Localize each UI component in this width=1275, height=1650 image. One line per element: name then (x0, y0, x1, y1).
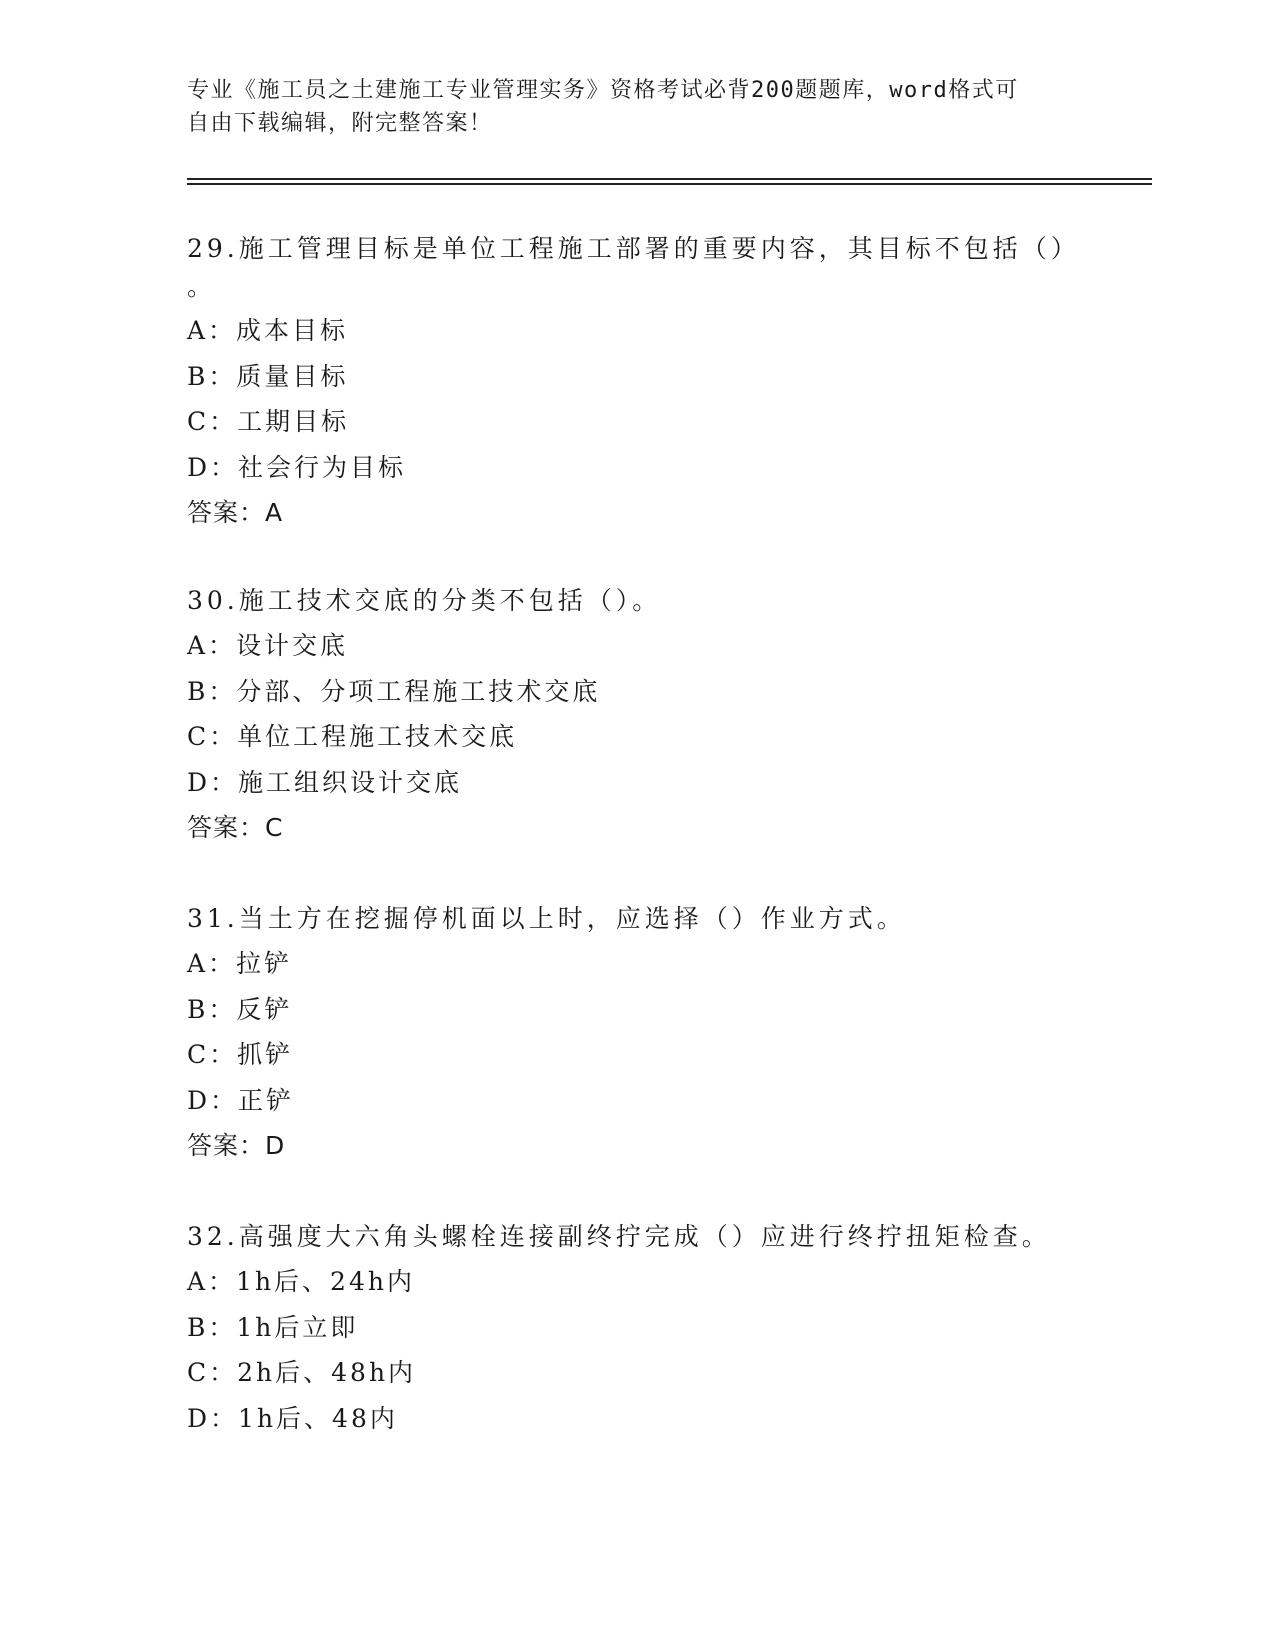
option-b: B：1h后立即 (187, 1312, 359, 1342)
option-c: C：单位工程施工技术交底 (187, 722, 518, 751)
option-b: B：反铲 (187, 994, 293, 1024)
option-d: D：正铲 (187, 1085, 295, 1115)
header-divider-bottom (187, 183, 1152, 185)
answer-text: 答案：C (187, 813, 284, 842)
option-c: C：2h后、48h内 (187, 1358, 417, 1387)
option-d: D：1h后、48内 (187, 1403, 398, 1433)
option-d: D：社会行为目标 (187, 452, 407, 482)
option-c: C：工期目标 (187, 407, 350, 436)
question-31 (187, 902, 906, 1169)
question-29 (187, 232, 1080, 536)
option-a: A：设计交底 (187, 631, 349, 660)
option-c: C：抓铲 (187, 1040, 294, 1069)
question-title-continuation: 。 (187, 272, 213, 301)
option-a: A：成本目标 (187, 316, 349, 345)
option-d: D：施工组织设计交底 (187, 767, 463, 797)
question-title: 29.施工管理目标是单位工程施工部署的重要内容，其目标不包括（） (187, 234, 1080, 263)
option-b: B：质量目标 (187, 361, 349, 391)
question-30 (187, 584, 661, 851)
answer-text: 答案：D (187, 1131, 286, 1160)
option-a: A：1h后、24h内 (187, 1267, 415, 1296)
header-line-2: 自由下载编辑，附完整答案！ (187, 111, 493, 136)
header-divider-top (187, 178, 1152, 180)
option-a: A：拉铲 (187, 949, 293, 978)
question-title: 31.当土方在挖掘停机面以上时，应选择（）作业方式。 (187, 904, 906, 933)
document-header (187, 74, 1067, 140)
question-title: 30.施工技术交底的分类不包括（）。 (187, 586, 662, 615)
header-line-1: 专业《施工员之土建施工专业管理实务》资格考试必背200题题库，word格式可 (187, 78, 1019, 103)
option-b: B：分部、分项工程施工技术交底 (187, 676, 601, 706)
question-title: 32.高强度大六角头螺栓连接副终拧完成（）应进行终拧扭矩检查。 (187, 1222, 1051, 1251)
answer-text: 答案：A (187, 498, 284, 527)
question-32 (187, 1220, 1051, 1441)
